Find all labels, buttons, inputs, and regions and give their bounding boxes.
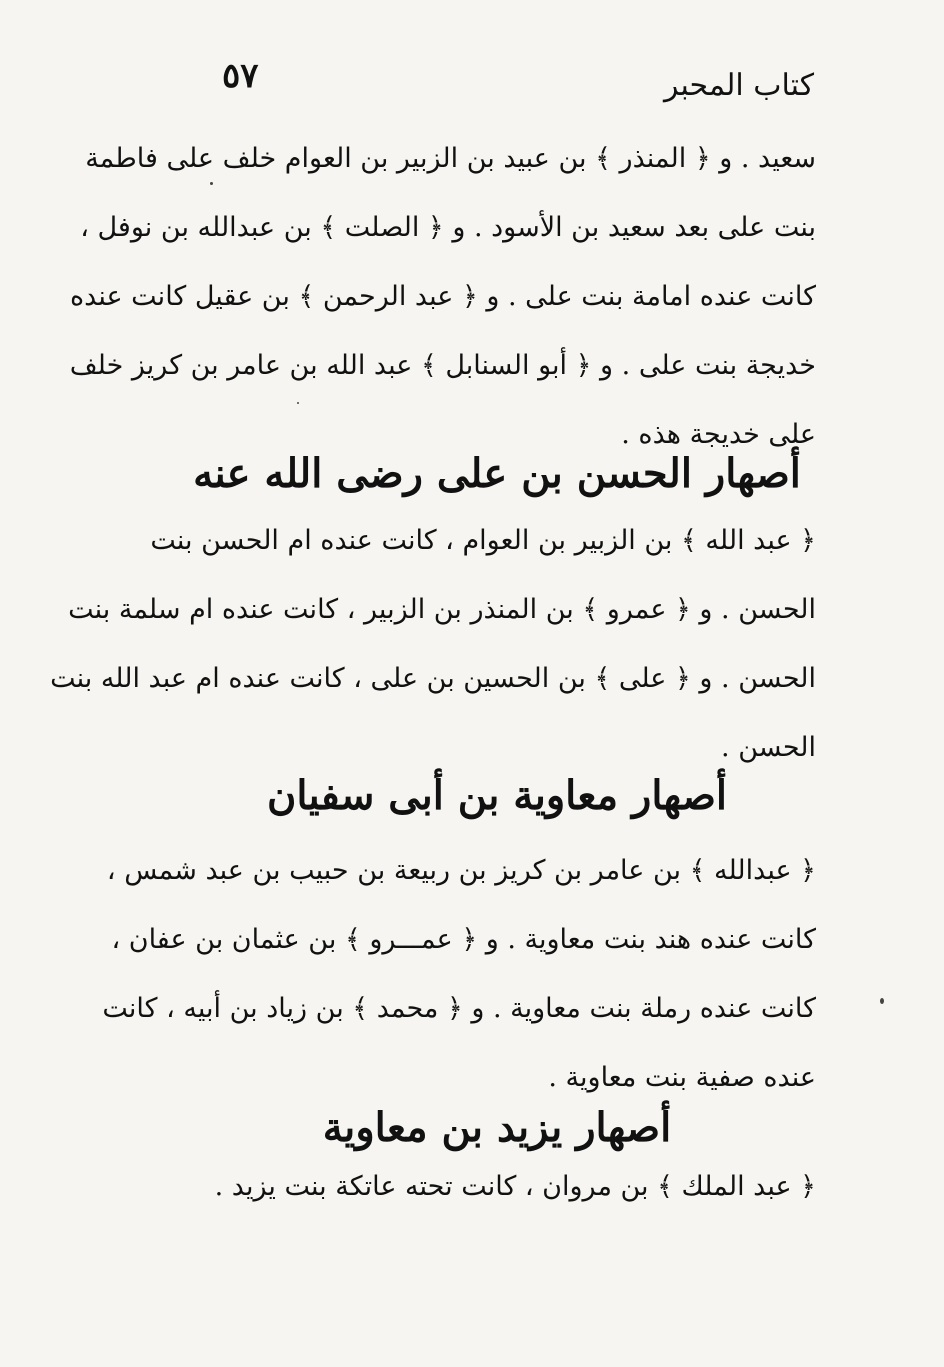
text-line: عنده صفية بنت معاوية .	[548, 1062, 816, 1093]
section-heading-muawiya: أصهار معاوية بن أبى سفيان	[266, 772, 728, 819]
text-line: بنت على بعد سعيد بن الأسود . و ﴿ الصلت ﴾ بن عبدالله بن نوفل ،	[80, 212, 816, 243]
text-line: خديجة بنت على . و ﴿ أبو السنابل ﴾ عبد الله بن عامر بن كريز خلف	[69, 350, 816, 381]
ink-speck	[880, 998, 884, 1004]
running-title: كتاب المحبر	[663, 68, 814, 103]
page-number: ٥٧	[222, 56, 259, 96]
page-header	[180, 52, 814, 112]
text-line: ﴿ عبدالله ﴾ بن عامر بن كريز بن ربيعة بن حبيب بن عبد شمس ،	[106, 855, 816, 886]
text-line: ﴿ عبد الله ﴾ بن الزبير بن العوام ، كانت عنده ام الحسن بنت	[150, 525, 816, 556]
text-line: كانت عنده امامة بنت على . و ﴿ عبد الرحمن ﴾ بن عقيل كانت عنده	[70, 281, 816, 312]
paragraph-hasan	[50, 506, 816, 782]
text-line: الحسن . و ﴿ على ﴾ بن الحسين بن على ، كانت عنده ام عبد الله بنت	[50, 663, 816, 694]
text-line: كانت عنده رملة بنت معاوية . و ﴿ محمد ﴾ بن زياد بن أبيه ، كانت	[102, 993, 816, 1024]
text-line: على خديجة هذه .	[621, 419, 816, 450]
text-line: سعيد . و ﴿ المنذر ﴾ بن عبيد بن الزبير بن العوام خلف على فاطمة	[85, 143, 816, 174]
section-heading-hasan: أصهار الحسن بن على رضى الله عنه	[193, 450, 801, 497]
text-line: الحسن .	[721, 732, 816, 763]
paragraph-muawiya	[102, 836, 816, 1112]
ink-speck	[210, 182, 213, 185]
text-line: ﴿ عبد الملك ﴾ بن مروان ، كانت تحته عاتكة بنت يزيد .	[214, 1171, 816, 1202]
text-line: كانت عنده هند بنت معاوية . و ﴿ عمـــرو ﴾ بن عثمان بن عفان ،	[111, 924, 816, 955]
paragraph-intro	[69, 124, 816, 469]
ink-speck	[297, 402, 299, 404]
text-line: الحسن . و ﴿ عمرو ﴾ بن المنذر بن الزبير ، كانت عنده ام سلمة بنت	[68, 594, 816, 625]
section-heading-yazid: أصهار يزيد بن معاوية	[322, 1104, 672, 1151]
paragraph-yazid	[178, 1152, 816, 1221]
